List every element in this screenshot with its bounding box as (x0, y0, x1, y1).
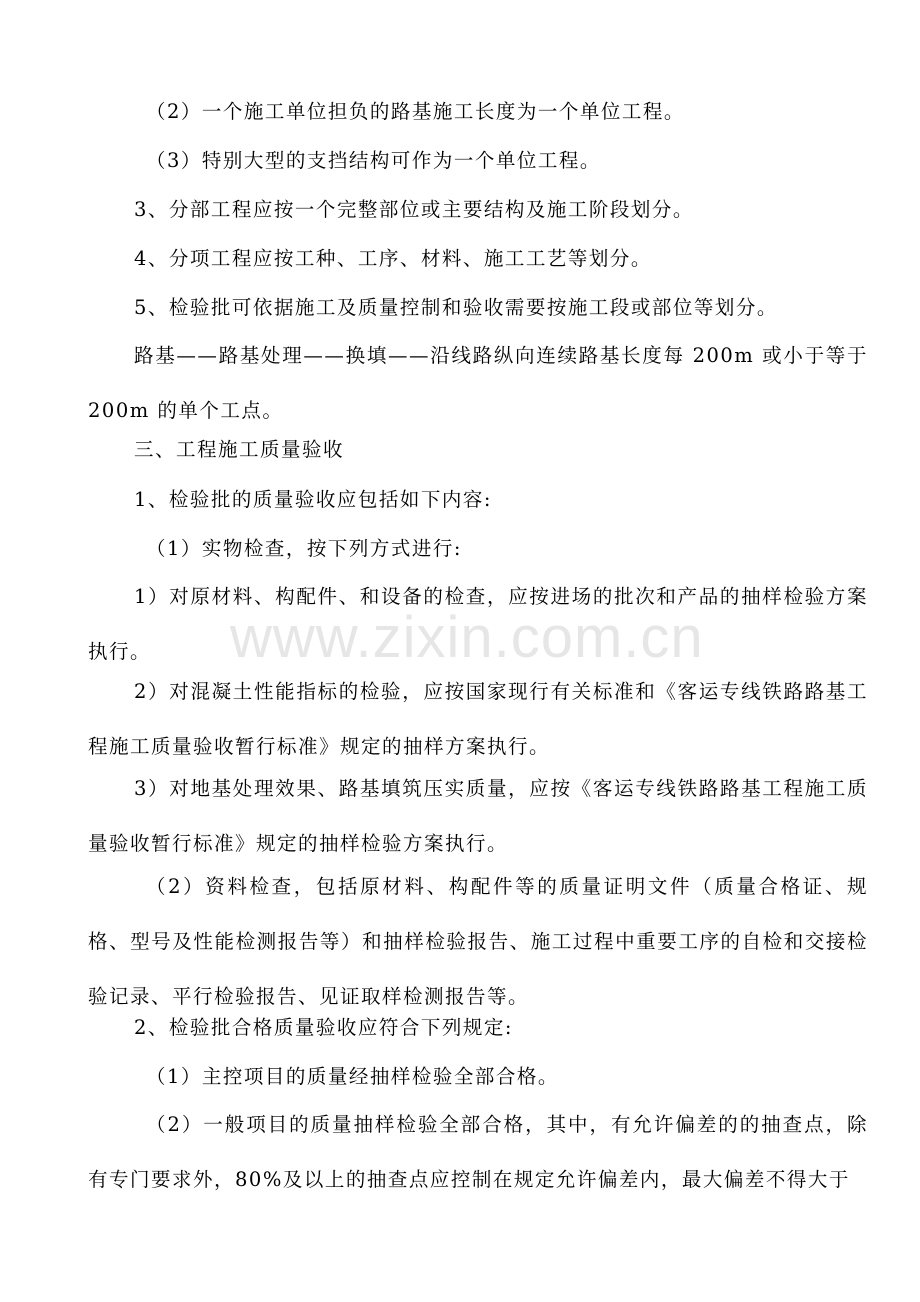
paragraph-4: 4、分项工程应按工种、工序、材料、施工工艺等划分。 (134, 247, 652, 270)
paragraph-2-2: （3）特别大型的支挡结构可作为一个单位工程。 (146, 149, 601, 172)
paragraph-physical-check: （1）实物检查，按下列方式进行: (146, 537, 462, 560)
paragraph-materials: 1）对原材料、构配件、和设备的检查，应按进场的批次和产品的抽样检验方案执行。 (88, 585, 868, 663)
paragraph-1-inspection: 1、检验批的质量验收应包括如下内容: (134, 488, 492, 511)
paragraph-concrete: 2）对混凝土性能指标的检验，应按国家现行有关标准和《客运专线铁路路基工程施工质量验收暂行标准》规定的抽样方案执行。 (88, 680, 868, 758)
paragraph-roadbed-batch: 路基——路基处理——换填——沿线路纵向连续路基长度每 200m 或小于等于 200m 的单个工点。 (88, 344, 868, 422)
paragraph-2-acceptance: 2、检验批合格质量验收应符合下列规定: (134, 1016, 513, 1039)
paragraph-foundation: 3）对地基处理效果、路基填筑压实质量，应按《客运专线铁路路基工程施工质量验收暂行标准》规定的抽样检验方案执行。 (88, 777, 868, 855)
paragraph-3: 3、分部工程应按一个完整部位或主要结构及施工阶段划分。 (134, 198, 694, 221)
paragraph-main-items: （1）主控项目的质量经抽样检验全部合格。 (146, 1065, 559, 1088)
paragraph-general-items: （2）一般项目的质量抽样检验全部合格，其中，有允许偏差的的抽查点，除有专门要求外，80%及以上的抽查点应控制在规定允许偏差内，最大偏差不得大于 (88, 1113, 868, 1191)
paragraph-document-check: （2）资料检查，包括原材料、构配件等的质量证明文件（质量合格证、规格、型号及性能检测报告等）和抽样检验报告、施工过程中重要工序的自检和交接检验记录、平行检验报告、见证取样检测报告等。 (88, 875, 868, 1008)
paragraph-5: 5、检验批可依据施工及质量控制和验收需要按施工段或部位等划分。 (134, 296, 778, 319)
section-heading-3: 三、工程施工质量验收 (134, 438, 345, 461)
paragraph-2-1: （2）一个施工单位担负的路基施工长度为一个单位工程。 (146, 100, 685, 123)
watermark: www.zixin.com.cn (230, 605, 704, 670)
